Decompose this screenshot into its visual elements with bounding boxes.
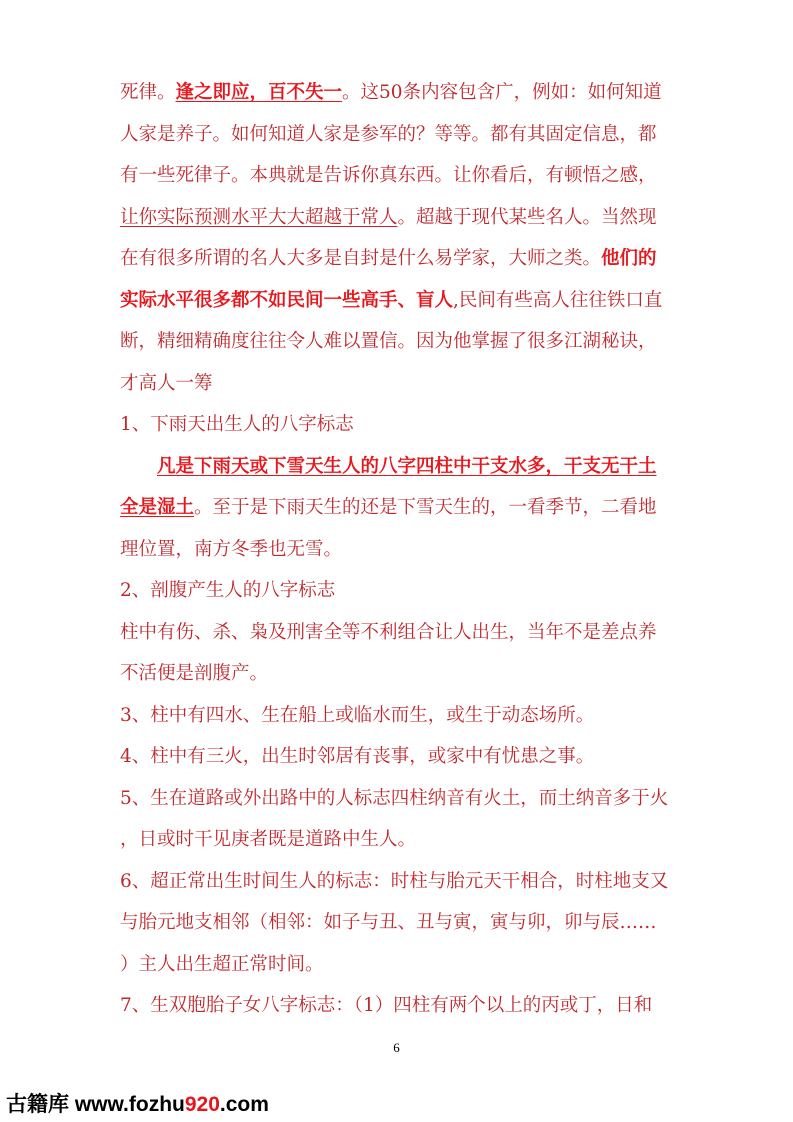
text-line <box>120 114 680 156</box>
site-watermark <box>6 1088 269 1118</box>
body-text: 。超越于现代某些名人。当然现 <box>397 206 657 228</box>
body-text: 5、生在道路或外出路中的人标志四柱纳音有火土，而土纳音多于火 <box>120 787 669 809</box>
body-text: 不活便是剖腹产。 <box>120 663 269 684</box>
text-line <box>120 446 680 488</box>
body-text: 3、柱中有四水、生在船上或临水而生，或生于动态场所。 <box>120 704 595 726</box>
text-line <box>120 985 680 1027</box>
text-line <box>120 155 680 197</box>
text-line <box>120 778 680 820</box>
watermark-accent: 920 <box>184 1093 220 1116</box>
page-number: 6 <box>393 1040 400 1055</box>
text-line <box>120 861 680 903</box>
text-line <box>120 238 680 280</box>
text-line <box>120 197 680 239</box>
watermark-prefix: 古籍库 www.fozhu <box>6 1093 185 1116</box>
text-line <box>120 819 680 861</box>
text-line <box>120 72 680 114</box>
body-text: 1、下雨天出生人的八字标志 <box>120 414 354 435</box>
text-line <box>120 736 680 778</box>
body-text: ,民间有些高人往往铁口直 <box>453 289 663 311</box>
text-line <box>120 321 680 363</box>
text-line <box>120 404 680 446</box>
body-text: 人家是养子。如何知道人家是参军的？等等。都有其固定信息，都 <box>120 123 657 145</box>
emphasis-text: 实际水平很多都不如民间一些高手、盲人 <box>120 289 454 311</box>
body-text: 。这50条内容包含广，例如：如何知道 <box>342 82 662 103</box>
watermark-suffix: .com <box>219 1093 269 1116</box>
text-line <box>120 653 680 695</box>
text-line <box>120 902 680 944</box>
text-line <box>120 944 680 986</box>
emphasis-text: 凡是下雨天或下雪天生人的八字四柱中干支水多，干支无干土 <box>157 455 657 477</box>
text-line <box>120 529 680 571</box>
body-text: 柱中有伤、杀、枭及刑害全等不利组合让人出生，当年不是差点养 <box>120 621 657 643</box>
body-text: 2、剖腹产生人的八字标志 <box>120 580 336 601</box>
body-text: 在有很多所谓的名人大多是自封是什么易学家，大师之类。 <box>120 248 602 269</box>
text-line <box>120 570 680 612</box>
text-line <box>120 612 680 654</box>
text-line <box>120 363 680 405</box>
document-page <box>120 72 680 1027</box>
body-text: 才高人一筹 <box>120 372 213 394</box>
body-text: 6、超正常出生时间生人的标志：时柱与胎元天干相合，时柱地支又 <box>120 870 669 892</box>
body-text: ）主人出生超正常时间。 <box>120 953 324 975</box>
body-text: 7、生双胞胎子女八字标志：（1）四柱有两个以上的丙或丁，日和 <box>120 995 653 1016</box>
body-text: ，日或时干见庚者既是道路中生人。 <box>120 829 417 850</box>
text-line <box>120 487 680 529</box>
body-text: 理位置，南方冬季也无雪。 <box>120 538 343 560</box>
body-text: 与胎元地支相邻（相邻：如子与丑、丑与寅，寅与卯，卯与辰…… <box>120 912 657 933</box>
emphasis-text: 逢之即应，百不失一 <box>175 82 343 103</box>
body-text: 4、柱中有三火，出生时邻居有丧事，或家中有忧患之事。 <box>120 746 595 767</box>
body-text: 。至于是下雨天生的还是下雪天生的，一看季节，二看地 <box>194 497 657 518</box>
body-text: 有一些死律子。本典就是告诉你真东西。让你看后，有顿悟之感， <box>120 165 657 186</box>
emphasis-text: 让你实际预测水平大大超越于常人 <box>120 206 398 228</box>
emphasis-text: 他们的 <box>601 248 657 269</box>
body-text: 断，精细精确度往往令人难以置信。因为他掌握了很多江湖秘诀， <box>120 331 657 352</box>
emphasis-text: 全是湿土 <box>120 497 195 518</box>
text-line <box>120 280 680 322</box>
body-text: 死律。 <box>120 82 176 103</box>
text-line <box>120 695 680 737</box>
